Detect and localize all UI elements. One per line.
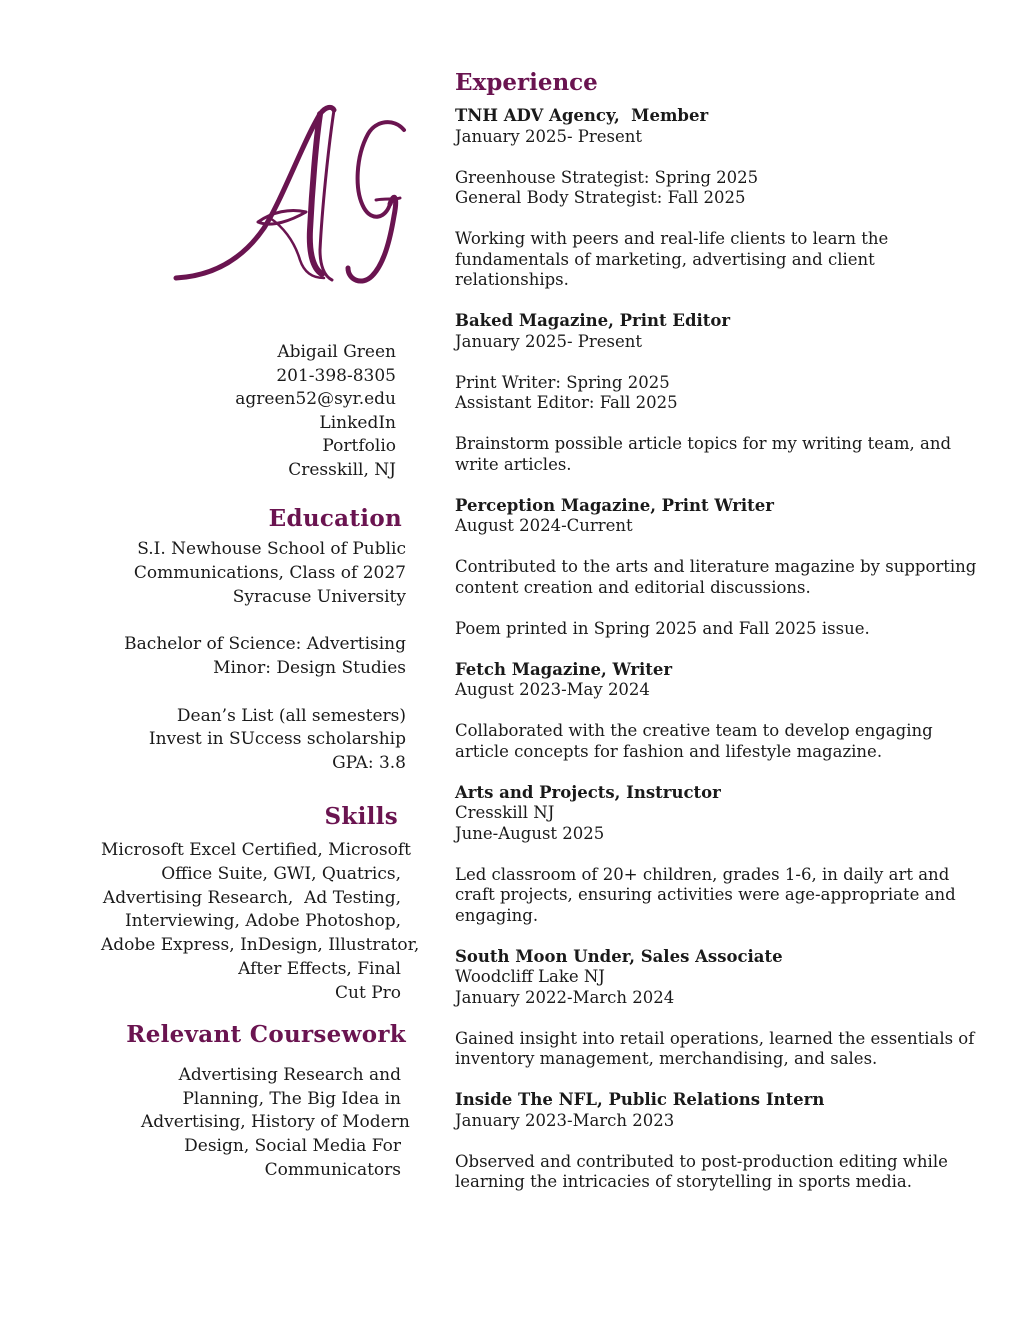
gpa: GPA: 3.8 — [332, 753, 406, 774]
job-date: August 2023-May 2024 — [455, 680, 650, 699]
coursework-line: Communicators — [264, 1159, 401, 1180]
job-title: Inside The NFL, Public Relations Intern — [455, 1090, 825, 1109]
job-role: General Body Strategist: Fall 2025 — [455, 188, 746, 207]
job-title: Fetch Magazine, Writer — [455, 659, 673, 679]
job-desc: engaging. — [455, 905, 539, 925]
job-role: Print Writer: Spring 2025 — [455, 372, 670, 392]
portfolio-link[interactable]: Portfolio — [322, 436, 396, 457]
job-title: TNH ADV Agency, Member — [455, 106, 709, 125]
job-desc: Gained insight into retail operations, learned the essentials of — [455, 1028, 975, 1048]
minor: Minor: Design Studies — [213, 657, 406, 678]
linkedin-link[interactable]: LinkedIn — [319, 412, 396, 433]
job-desc: Contributed to the arts and literature magazine by supporting — [455, 557, 977, 576]
job-date: January 2025- Present — [455, 331, 643, 351]
job-desc: Observed and contributed to post-production editing while — [455, 1151, 948, 1171]
job-location: Woodcliff Lake NJ — [455, 967, 605, 986]
job-entry — [455, 106, 955, 291]
job-date: June-August 2025 — [455, 823, 605, 843]
job-role: Greenhouse Strategist: Spring 2025 — [455, 167, 759, 187]
skills-line: Interviewing, Adobe Photoshop, — [124, 911, 401, 932]
skills-line: Cut Pro — [335, 982, 401, 1003]
job-desc: article concepts for fashion and lifestyle magazine. — [455, 741, 883, 761]
job-desc: content creation and editorial discussions. — [455, 577, 811, 597]
skills-block — [101, 839, 420, 1006]
honor-deans-list: Dean’s List (all semesters) — [176, 705, 406, 726]
ag-monogram-logo — [172, 100, 408, 290]
school-line-1: S.I. Newhouse School of Public — [137, 539, 406, 559]
job-date: January 2023-March 2023 — [455, 1110, 675, 1130]
contact-email[interactable]: agreen52@syr.edu — [235, 389, 396, 410]
job-desc: write articles. — [455, 454, 572, 474]
experience-heading: Experience — [455, 69, 598, 96]
degree: Bachelor of Science: Advertising — [124, 634, 406, 655]
skills-line: Adobe Express, InDesign, Illustrator, — [101, 935, 420, 956]
skills-heading: Skills — [324, 803, 398, 830]
job-extra: Poem printed in Spring 2025 and Fall 2025 issue. — [455, 618, 870, 638]
contact-phone: 201-398-8305 — [276, 365, 396, 386]
job-desc: Working with peers and real-life clients to learn the — [455, 229, 889, 248]
job-entry — [455, 495, 977, 640]
coursework-heading: Relevant Coursework — [126, 1021, 406, 1048]
job-date: August 2024-Current — [455, 516, 633, 535]
job-desc: craft projects, ensuring activities were age-appropriate and — [455, 885, 956, 904]
job-desc: inventory management, merchandising, and sales. — [455, 1049, 878, 1068]
job-title: South Moon Under, Sales Associate — [455, 946, 783, 966]
coursework-block — [141, 1064, 410, 1183]
contact-block — [235, 341, 396, 483]
job-entry — [455, 946, 975, 1070]
coursework-line: Planning, The Big Idea in — [182, 1088, 401, 1109]
job-desc: fundamentals of marketing, advertising and client — [455, 249, 875, 269]
job-title: Arts and Projects, Instructor — [455, 782, 721, 802]
skills-line: Advertising Research, Ad Testing, — [102, 887, 401, 908]
job-role: Assistant Editor: Fall 2025 — [455, 393, 678, 412]
job-entry — [455, 1090, 955, 1193]
job-desc: Brainstorm possible article topics for my writing team, and — [455, 434, 952, 453]
job-location: Cresskill NJ — [455, 803, 555, 822]
school-line-2: Communications, Class of 2027 — [133, 562, 406, 583]
skills-line: After Effects, Final — [238, 958, 401, 979]
job-title: Baked Magazine, Print Editor — [455, 311, 731, 330]
experience-section — [455, 68, 977, 1213]
job-date: January 2025- Present — [455, 126, 643, 146]
coursework-line: Advertising Research and — [178, 1065, 401, 1085]
contact-name: Abigail Green — [277, 342, 396, 362]
job-entry — [455, 311, 955, 475]
coursework-line: Design, Social Media For — [184, 1136, 401, 1157]
university: Syracuse University — [232, 586, 406, 607]
job-entry — [455, 783, 955, 927]
skills-line: Office Suite, GWI, Quatrics, — [161, 863, 401, 884]
contact-location: Cresskill, NJ — [288, 459, 396, 480]
job-desc: learning the intricacies of storytelling in sports media. — [455, 1172, 913, 1191]
job-desc: Led classroom of 20+ children, grades 1-6, in daily art and — [455, 864, 950, 884]
job-desc: relationships. — [455, 270, 569, 289]
job-title: Perception Magazine, Print Writer — [455, 495, 774, 515]
job-desc: Collaborated with the creative team to develop engaging — [455, 721, 933, 740]
job-date: January 2022-March 2024 — [455, 987, 675, 1007]
skills-line: Microsoft Excel Certified, Microsoft — [101, 840, 411, 860]
coursework-line: Advertising, History of Modern — [141, 1112, 410, 1133]
job-entry — [455, 660, 955, 763]
education-heading: Education — [268, 505, 402, 532]
honor-scholarship: Invest in SUccess scholarship — [148, 729, 406, 750]
education-block — [124, 538, 406, 776]
